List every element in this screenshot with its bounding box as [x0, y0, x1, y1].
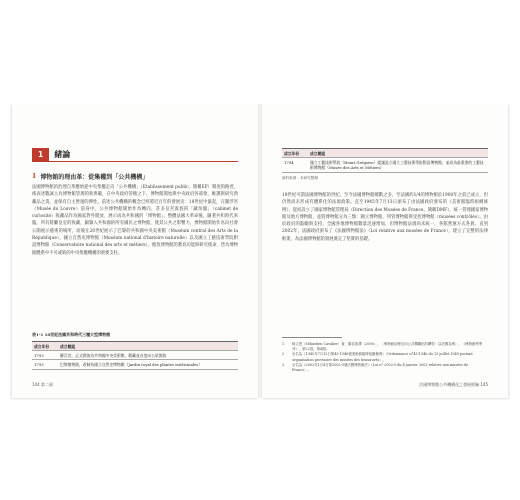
- table-header-year: 成立年份: [284, 150, 300, 156]
- footnote-number: 3: [282, 362, 285, 367]
- chapter-heading: [32, 148, 238, 162]
- table-header-row: [32, 342, 238, 351]
- footnote-text: 全名為《1945年7月13日第45-1546號美術館臨時組織條例》（Ordonnance n°45-1546 du 13 juillet 1945 portant organisation provisoire des musées des beaux-arts）。: [292, 352, 473, 362]
- page-folio-left: 144 第二冊: [32, 382, 53, 387]
- table-row: [282, 158, 488, 172]
- table-source-note: 資料來源：本研究整理: [282, 176, 318, 180]
- table-cell-event: 巴黎植物園，改制為國立自然史博物館（Jardin royal des plantes médicinales）: [60, 361, 203, 367]
- footnote-number: 1: [282, 342, 285, 346]
- table-cell-event: 羅浮宮，正式開放為共和國中央美術館，館藏並首度向公眾開放: [60, 352, 167, 358]
- left-page: [12, 104, 258, 398]
- table-row: [32, 351, 238, 360]
- section-title: 博物館的理由革：從集權到「公共機構」: [40, 174, 149, 181]
- footnote-item: [282, 363, 488, 373]
- table-cell-year: 1794: [284, 159, 294, 165]
- left-body-paragraph: 法國博物館的治理自革應始從中央集權走向「公共機構」（Etablissement public，簡稱EP）制度的路徑，係表述數誠立為博物館管理的新典範，在中央政府管轄之下，博物館開始與中央政府各部會，維護與研究典藏品之責，並保有自主營運的彈性。前述公共機構的概念已經將近百年的發展史：18世紀中葉起，在羅浮宮（Musée du Louvre）前身中，公共博物館開始作為轉向，許多皇宮貴族的「藏珍閣」（cabinet de curiosité）收藏品作為國家對外開放，展示成為共和國的「博物館」。整體法國大革命後，隨著共和時代來臨，所有將屬皇室的收藏，歸隸入共和國的所有國民之博物館，使其公共之影響力，博物館開始作為向社會公開展示藝術的場所，而後在20世紀展示了巴黎的共和國中央美術館（Muséum central des Arts de la République），國立自然史博物館（Muséum national d'histoire naturelle）以及國立工藝技術學院附設博物館（Conservatoire national des arts et métiers），擔負博物館的教育功能與研究使命，皆為博物館體系中不可或缺的中央集權機構的重要支柱。: [32, 185, 238, 256]
- footnote-item: [282, 352, 488, 362]
- museum-table-left: [32, 341, 238, 370]
- museum-table-right: [282, 148, 488, 173]
- footnote-item: [282, 342, 488, 352]
- table-header-event: 成立館組: [60, 343, 76, 349]
- table-row: [32, 360, 238, 369]
- table-header-event: 成立館組: [310, 150, 326, 156]
- right-page: [262, 104, 508, 398]
- table-caption: 表1-1 18世紀法國共和時代三種大型博物館: [32, 332, 111, 337]
- footnotes: [282, 342, 488, 373]
- footnote-divider: [282, 337, 342, 338]
- table-cell-year: 1793: [34, 352, 44, 358]
- footnote-text: 柯文恩（Sébastien Cavalier）著，鄭佳如譯（2006），〈博物館治理走向公共機構化的轉型：以法國為例〉，《博物館學季刊》，第22卷，第4期。: [292, 342, 483, 352]
- table-cell-event: 國立工藝技術學院（Henri Grégoire）提議設立國立工藝技術學院附設博物館，並成為最重要的工藝技術博物館（Musée des Arts et Métiers）: [310, 159, 484, 170]
- footnote-number: 2: [282, 352, 285, 357]
- table-header-row: [282, 149, 488, 158]
- footnote-text: 全名為《2002年1月4日第2002-5號法國博物館法》（Loi n° 2002-5 du 4 janvier 2002 relative aux musées de France）。: [292, 362, 469, 373]
- right-body-paragraph: 19世紀可謂法國博物館的世紀，至今法國博物館總數之多，至法國約1/4的博物館於1900年之前已成立，但仍然尚未形成有體系化的法規政策。直至1945年7月13日頒布了由法國政府發布的《美術館臨時組織條例》，從而設立了國家博物館管理局（Direction des Musées de France，簡稱DMF），統一管理國家博物館及地方博物館，並將博物館分為三類：國立博物館、列管博物館與受控博物館（musées contrôlés）。由於政府的鼓勵與支持，全國各地博物館數量迅速增加，但博物館法規尚未統一，各館營運方式各異。直到2002年，法國政府頒布了《法國博物館法》（Loi relative aux musées de France），建立了完整的法律框架，為法國博物館的發展奠定了堅實的基礎。: [282, 193, 488, 242]
- chapter-title: 緒論: [54, 150, 71, 159]
- page-folio-right: 法國博物館公共機構化之發展經驗 145: [419, 382, 488, 387]
- chapter-number: 1: [32, 148, 49, 162]
- section-heading: [32, 172, 238, 181]
- section-number: 1: [32, 173, 37, 180]
- table-header-year: 成立年份: [34, 343, 50, 349]
- table-cell-year: 1793: [34, 361, 44, 367]
